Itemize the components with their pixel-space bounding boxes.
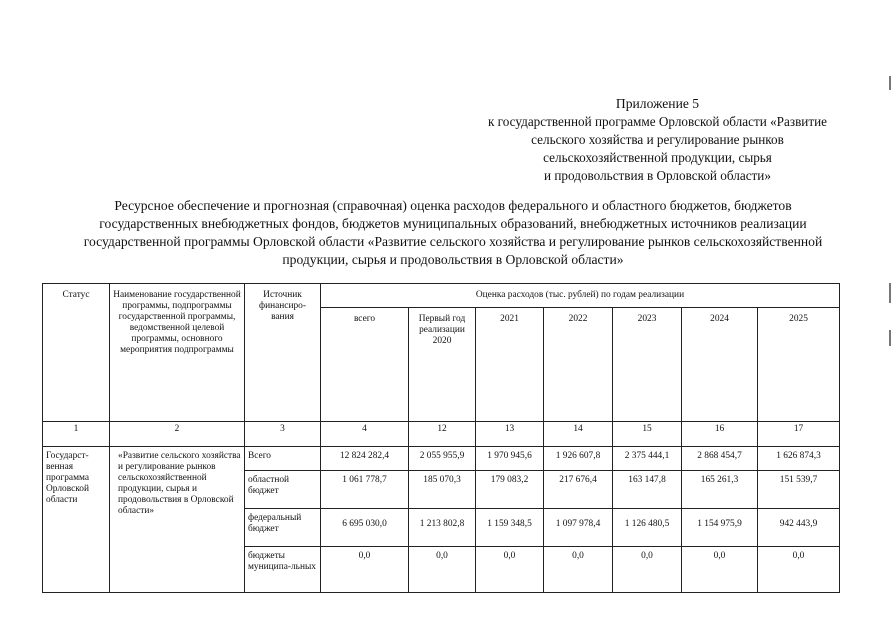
column-number: 17	[758, 422, 840, 447]
value-cell: 2 055 955,9	[409, 447, 476, 471]
column-number: 2	[110, 422, 245, 447]
column-number: 15	[613, 422, 682, 447]
value-cell: 1 126 480,5	[613, 509, 682, 547]
appendix-line: сельскохозяйственной продукции, сырья	[543, 150, 772, 165]
value-cell: 942 443,9	[758, 509, 840, 547]
document-title	[38, 197, 868, 269]
value-cell: 151 539,7	[758, 471, 840, 509]
source-cell: федеральный бюджет	[245, 509, 321, 547]
value-cell: 1 626 874,3	[758, 447, 840, 471]
appendix-line: к государственной программе Орловской области «Развитие	[487, 114, 828, 129]
value-cell: 1 097 978,4	[544, 509, 613, 547]
header-total: всего	[321, 308, 409, 422]
source-cell: областной бюджет	[245, 471, 321, 509]
header-2023: 2023	[613, 308, 682, 422]
value-cell: 2 868 454,7	[682, 447, 758, 471]
column-number: 14	[544, 422, 613, 447]
value-cell: 1 154 975,9	[682, 509, 758, 547]
header-name: Наименование государственной программы, подпрограммы государственной программы, ведомственной целевой программы, основного мероприятия подпрограммы	[110, 284, 245, 422]
value-cell: 2 375 444,1	[613, 447, 682, 471]
value-cell: 0,0	[682, 547, 758, 593]
source-cell: Всего	[245, 447, 321, 471]
header-2025: 2025	[758, 308, 840, 422]
value-cell: 185 070,3	[409, 471, 476, 509]
column-numbering-row	[43, 422, 840, 447]
scan-edge-mark	[889, 330, 891, 346]
value-cell: 163 147,8	[613, 471, 682, 509]
header-2022: 2022	[544, 308, 613, 422]
value-cell: 1 159 348,5	[476, 509, 544, 547]
value-cell: 165 261,3	[682, 471, 758, 509]
column-number: 3	[245, 422, 321, 447]
title-line: Ресурсное обеспечение и прогнозная (справочная) оценка расходов федерального и областного бюджетов, бюджетов	[114, 198, 792, 213]
header-first-year: Первый год реализации 2020	[409, 308, 476, 422]
value-cell: 0,0	[321, 547, 409, 593]
value-cell: 1 061 778,7	[321, 471, 409, 509]
value-cell: 1 213 802,8	[409, 509, 476, 547]
column-number: 4	[321, 422, 409, 447]
column-number: 1	[43, 422, 110, 447]
scan-edge-mark	[889, 76, 891, 90]
value-cell: 0,0	[544, 547, 613, 593]
value-cell: 0,0	[758, 547, 840, 593]
value-cell: 0,0	[613, 547, 682, 593]
header-source: Источник финансиро-вания	[245, 284, 321, 422]
title-line: государственной программы Орловской области «Развитие сельского хозяйства и регулирование рынков сельскохозяйственной	[83, 234, 823, 249]
value-cell: 6 695 030,0	[321, 509, 409, 547]
title-line: государственных внебюджетных фондов, бюджетов муниципальных образований, внебюджетных источников реализации	[99, 216, 807, 231]
value-cell: 179 083,2	[476, 471, 544, 509]
value-cell: 0,0	[409, 547, 476, 593]
title-line: продукции, сырья и продовольствия в Орловской области»	[282, 252, 624, 267]
table-row	[43, 447, 840, 471]
value-cell: 217 676,4	[544, 471, 613, 509]
value-cell: 0,0	[476, 547, 544, 593]
column-number: 13	[476, 422, 544, 447]
header-2024: 2024	[682, 308, 758, 422]
source-cell: бюджеты муниципа-льных	[245, 547, 321, 593]
resource-table	[42, 283, 840, 593]
scan-edge-mark	[889, 283, 891, 303]
value-cell: 1 970 945,6	[476, 447, 544, 471]
column-number: 12	[409, 422, 476, 447]
value-cell: 1 926 607,8	[544, 447, 613, 471]
appendix-line: и продовольствия в Орловской области»	[544, 168, 771, 183]
status-cell: Государст-венная программа Орловской области	[43, 447, 110, 593]
program-name-cell: «Развитие сельского хозяйства и регулирование рынков сельскохозяйственной продукции, сырья и продовольствия в Орловской области»	[110, 447, 245, 593]
header-status: Статус	[43, 284, 110, 422]
appendix-header	[455, 95, 860, 185]
appendix-line: сельского хозяйства и регулирование рынков	[531, 132, 784, 147]
header-estimate: Оценка расходов (тыс. рублей) по годам реализации	[321, 284, 840, 308]
column-number: 16	[682, 422, 758, 447]
header-2021: 2021	[476, 308, 544, 422]
value-cell: 12 824 282,4	[321, 447, 409, 471]
appendix-title: Приложение 5	[615, 96, 700, 111]
